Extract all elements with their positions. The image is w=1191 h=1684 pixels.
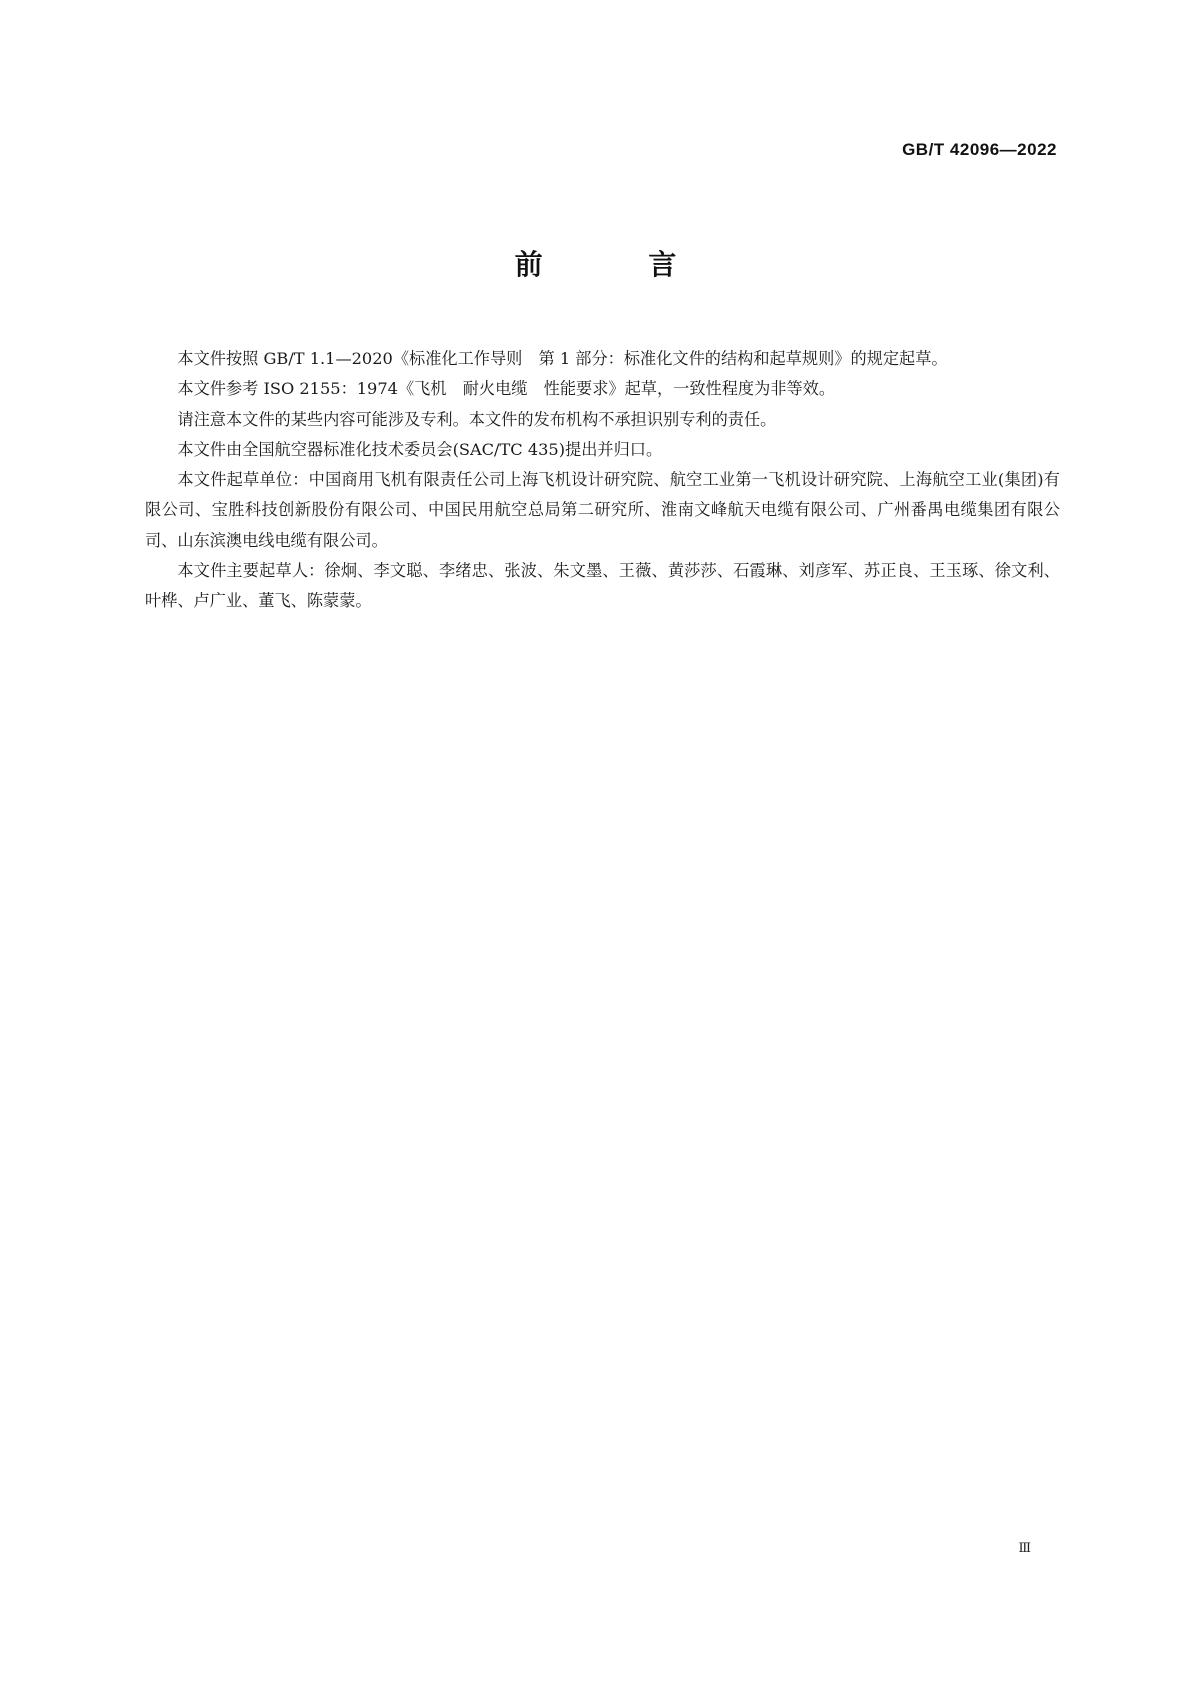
paragraph-drafting-rules: 本文件按照 GB/T 1.1—2020《标准化工作导则 第 1 部分：标准化文件的结构和起草规则》的规定起草。: [177, 349, 948, 368]
foreword-body: [145, 344, 1060, 617]
paragraph-committee: 本文件由全国航空器标准化技术委员会(SAC/TC 435)提出并归口。: [177, 439, 663, 459]
section-title: 前 言: [514, 248, 725, 281]
paragraph-drafting-units: 本文件起草单位：中国商用飞机有限责任公司上海飞机设计研究院、航空工业第一飞机设计研究院、上海航空工业(集团)有限公司、宝胜科技创新股份有限公司、中国民用航空总局第二研究所、淮南文峰航天电缆有限公司、广州番禺电缆集团有限公司、山东滨澳电线电缆有限公司。: [145, 470, 1060, 550]
page-number: Ⅲ: [1018, 1541, 1031, 1556]
paragraph-drafters: 本文件主要起草人：徐炯、李文聪、李绪忠、张波、朱文墨、王薇、黄莎莎、石霞琳、刘彦军、苏正良、王玉琢、徐文利、叶桦、卢广业、董飞、陈蒙蒙。: [145, 561, 1060, 611]
standard-code: GB/T 42096—2022: [902, 140, 1057, 159]
paragraph-reference-standard: 本文件参考 ISO 2155：1974《飞机 耐火电缆 性能要求》起草，一致性程度为非等效。: [177, 379, 836, 399]
paragraph-patent-notice: 请注意本文件的某些内容可能涉及专利。本文件的发布机构不承担识别专利的责任。: [177, 409, 777, 429]
